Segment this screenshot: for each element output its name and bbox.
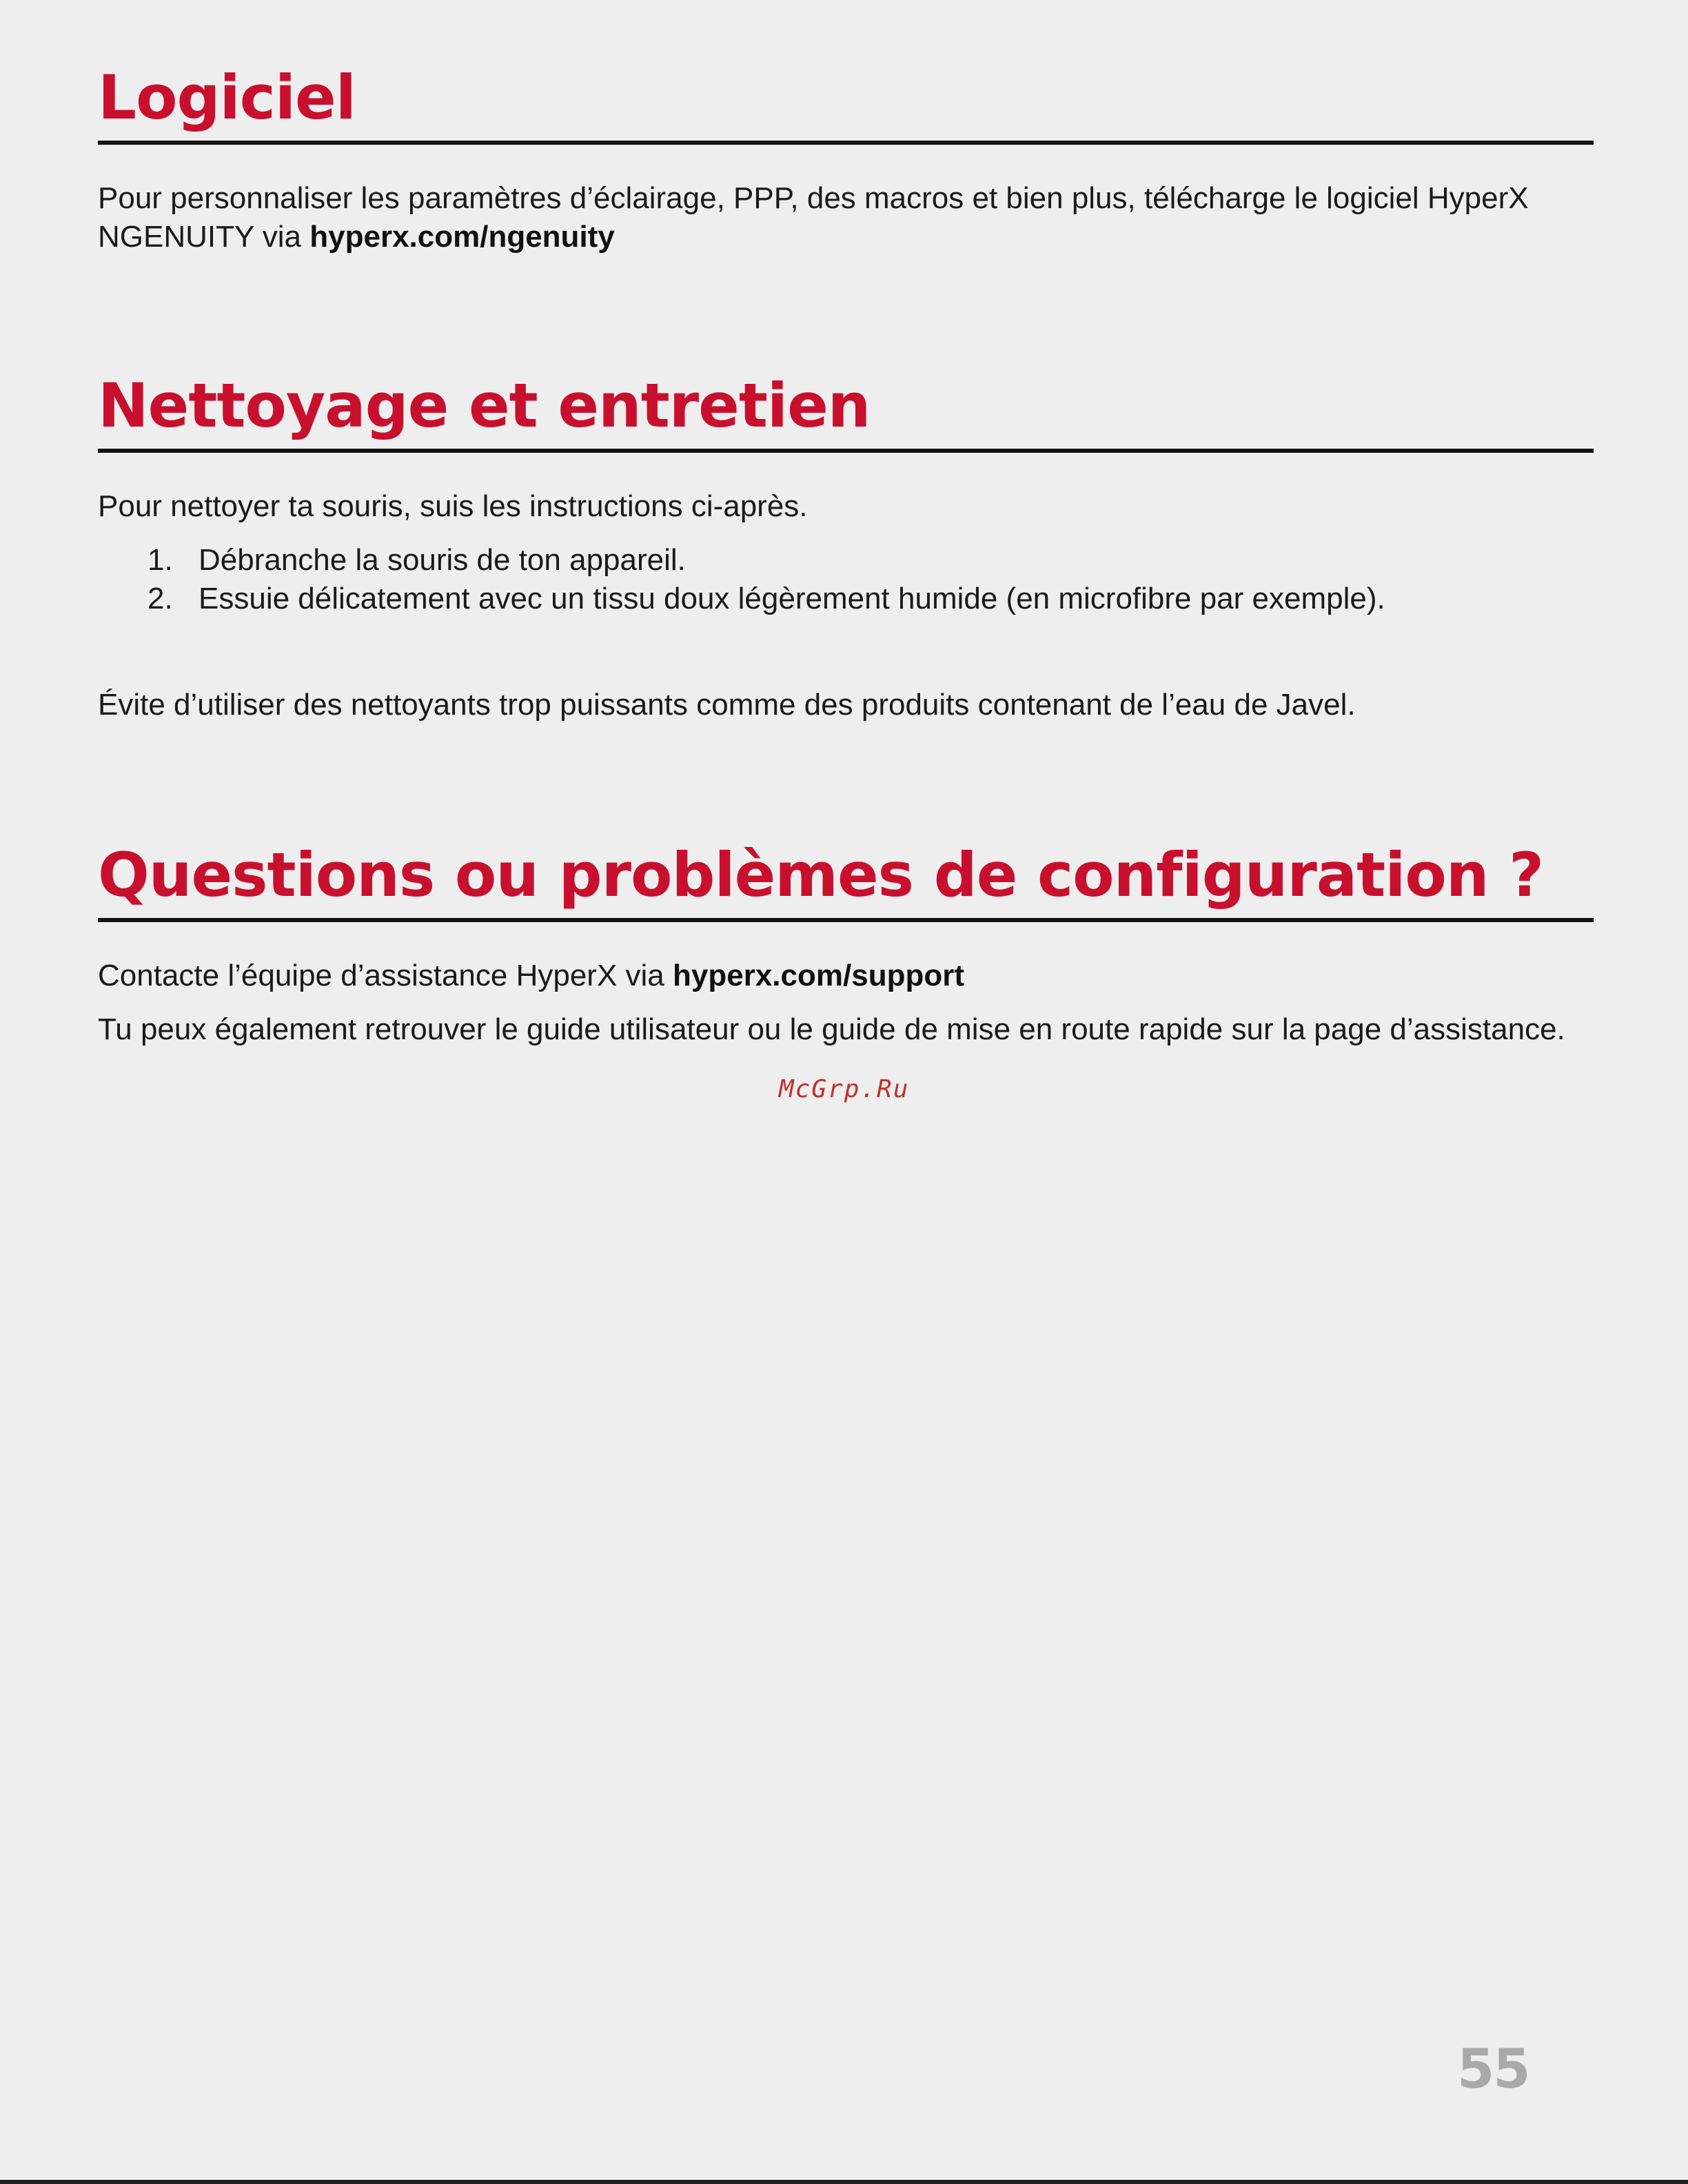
cleaning-divider: [98, 449, 1594, 453]
software-divider: [98, 141, 1594, 145]
bottom-border: [0, 2180, 1688, 2184]
cleaning-heading: Nettoyage et entretien: [98, 370, 871, 441]
support-link[interactable]: hyperx.com/support: [673, 959, 964, 992]
list-item: [98, 541, 1594, 580]
software-section: [98, 62, 1594, 256]
cleaning-section: [98, 370, 1594, 724]
watermark: McGrp.Ru: [779, 1075, 910, 1103]
support-guide-paragraph: Tu peux également retrouver le guide utilisateur ou le guide de mise en route rapide sur la page d’assistance.: [98, 1012, 1565, 1046]
support-contact-text: Contacte l’équipe d’assistance HyperX via: [98, 959, 673, 992]
ngenuity-link[interactable]: hyperx.com/ngenuity: [309, 220, 615, 254]
cleaning-steps-list: [98, 541, 1594, 618]
page-number: 55: [1457, 2039, 1529, 2101]
step-number: 1.: [148, 543, 173, 577]
step-number: 2.: [148, 582, 173, 615]
list-item: [98, 580, 1594, 618]
support-contact-paragraph: [98, 957, 1594, 995]
cleaning-warning: Évite d’utiliser des nettoyants trop puissants comme des produits contenant de l’eau de Javel.: [98, 688, 1356, 722]
cleaning-intro: Pour nettoyer ta souris, suis les instructions ci-après.: [98, 489, 808, 523]
support-section: [98, 839, 1594, 1049]
software-paragraph: [98, 179, 1594, 256]
step-text: Essuie délicatement avec un tissu doux légèrement humide (en microfibre par exemple).: [199, 582, 1385, 615]
software-body-text: Pour personnaliser les paramètres d’éclairage, PPP, des macros et bien plus, télécharge le logiciel HyperX NGENUITY via: [98, 181, 1529, 254]
support-divider: [98, 918, 1594, 922]
support-heading: Questions ou problèmes de configuration ?: [98, 839, 1544, 910]
software-heading: Logiciel: [98, 62, 356, 133]
step-text: Débranche la souris de ton appareil.: [199, 543, 686, 577]
